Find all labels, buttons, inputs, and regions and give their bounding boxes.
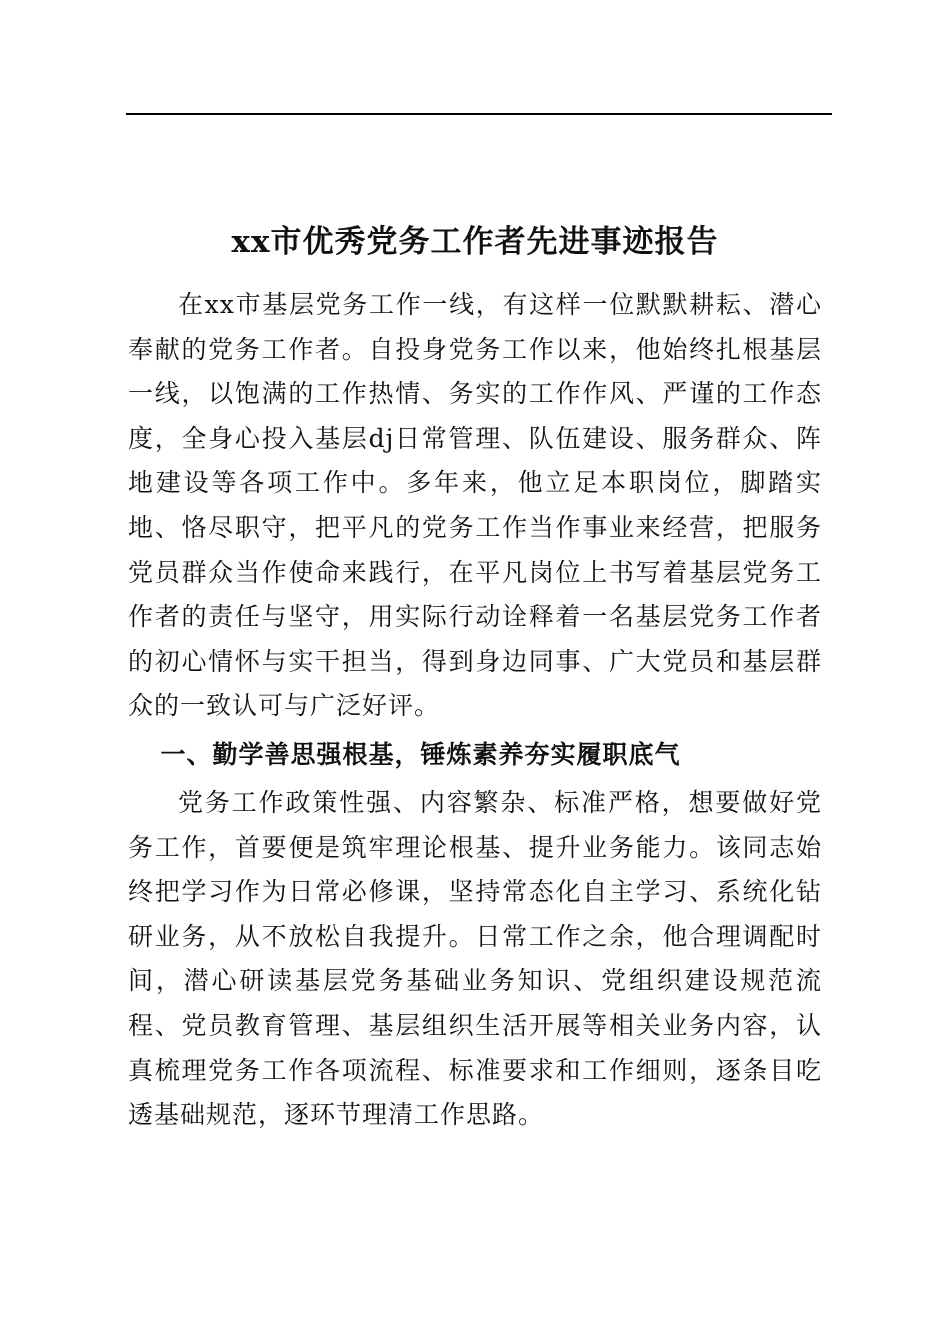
- section-1-paragraph: 党务工作政策性强、内容繁杂、标准严格，想要做好党务工作，首要便是筑牢理论根基、提升业务能力。该同志始终把学习作为日常必修课，坚持常态化自主学习、系统化钻研业务，从不放松自我提升。日常工作之余，他合理调配时间，潜心研读基层党务基础业务知识、党组织建设规范流程、党员教育管理、基层组织生活开展等相关业务内容，认真梳理党务工作各项流程、标准要求和工作细则，逐条目吃透基础规范，逐环节理清工作思路。: [128, 787, 822, 1130]
- document-body: [128, 283, 822, 1138]
- document-title: xx市优秀党务工作者先进事迹报告: [231, 224, 719, 260]
- intro-paragraph: 在xx市基层党务工作一线，有这样一位默默耕耘、潜心奉献的党务工作者。自投身党务工作以来，他始终扎根基层一线，以饱满的工作热情、务实的工作作风、严谨的工作态度，全身心投入基层dj日常管理、队伍建设、服务群众、阵地建设等各项工作中。多年来，他立足本职岗位，脚踏实地、恪尽职守，把平凡的党务工作当作事业来经营，把服务党员群众当作使命来践行，在平凡岗位上书写着基层党务工作者的责任与坚守，用实际行动诠释着一名基层党务工作者的初心情怀与实干担当，得到身边同事、广大党员和基层群众的一致认可与广泛好评。: [128, 290, 822, 721]
- header-rule: [126, 113, 832, 115]
- section-heading-1: 一、勤学善思强根基，锤炼素养夯实履职底气: [160, 739, 681, 769]
